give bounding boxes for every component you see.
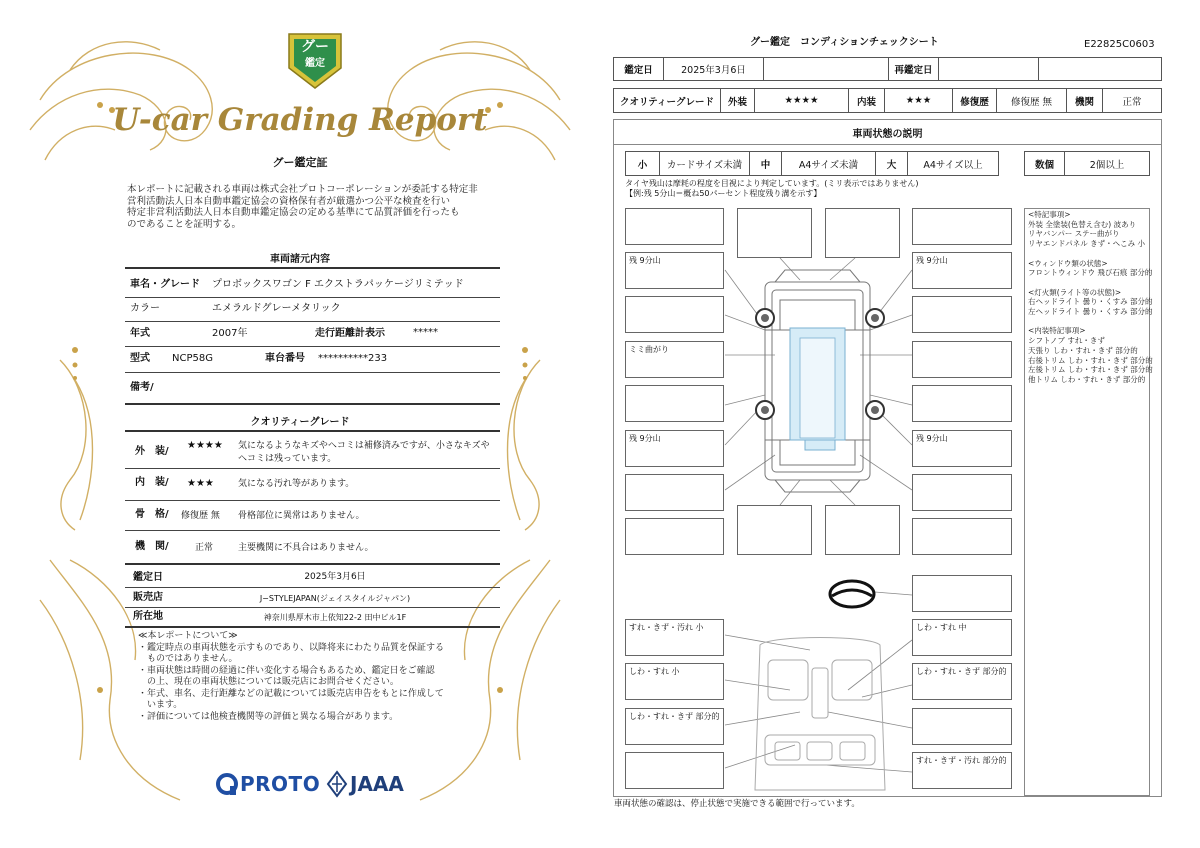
- frame-label: 骨 格/: [135, 509, 169, 520]
- about-line: ・車両状態は時間の経過に伴い変化する場合もあるため、鑑定日をご確認: [138, 665, 435, 676]
- about-line: ・鑑定時点の車両状態を示すものであり、以降将来にわたり品質を保証する: [138, 642, 445, 653]
- grade-title: クオリティーグレード: [250, 417, 350, 428]
- tire-note: タイヤ残山は摩耗の程度を目視により判定しています。(ミリ表示ではありません): [625, 179, 919, 188]
- condition-box: [912, 385, 1012, 422]
- chassis-label: 車台番号: [265, 353, 305, 364]
- condition-box: 残 9分山: [912, 252, 1012, 289]
- condition-box: すれ・きず・汚れ 小: [625, 619, 724, 656]
- condition-box: 残 9分山: [625, 252, 724, 289]
- divider: [125, 500, 500, 501]
- legend-small-desc: カードサイズ未満: [660, 152, 750, 175]
- count-label: 数個: [1025, 152, 1065, 175]
- ext-label: 外装: [721, 89, 755, 112]
- note-line: 外装 全塗装(色替え含む) 波あり: [1028, 219, 1137, 229]
- addr-label: 所在地: [133, 611, 163, 622]
- proto-logo-text: PROTO: [240, 772, 321, 796]
- intro-line: 特定非営利活動法人日本自動車鑑定協会の定める基準にて品質評価を行ったも: [127, 207, 460, 218]
- note-line: 他トリム しわ・すれ・きず 部分的: [1028, 374, 1146, 384]
- condition-box: ミミ曲がり: [625, 341, 724, 378]
- note-line: 右後トリム しわ・すれ・きず 部分的: [1028, 355, 1153, 365]
- condition-check-sheet: [600, 0, 1200, 848]
- mileage-value: *****: [413, 327, 438, 338]
- engine-value: 正常: [1122, 96, 1142, 108]
- specs-title: 車両諸元内容: [270, 254, 330, 265]
- divider: [125, 346, 500, 347]
- condition-box: しわ・すれ 中: [912, 619, 1012, 656]
- name-label: 車名・グレード: [130, 279, 200, 290]
- divider: [125, 626, 500, 628]
- note-line: <灯火類(ライト等の状態)>: [1028, 287, 1122, 297]
- ext-stars: ★★★★: [755, 89, 849, 112]
- exterior-label: 外 装/: [135, 446, 169, 457]
- condition-box: しわ・すれ 小: [625, 663, 724, 700]
- condition-box: [825, 208, 900, 258]
- model-label: 型式: [130, 353, 150, 364]
- name-value: プロボックスワゴン F エクストラパッケージリミテッド: [212, 279, 464, 290]
- note-line: 左ヘッドライト 曇り・くすみ 部分的: [1028, 307, 1153, 316]
- note-line: リヤバンパー ステー曲がり: [1028, 229, 1120, 239]
- condition-box: [912, 518, 1012, 555]
- note-line: <内装特記事項>: [1028, 326, 1086, 336]
- condition-box: [737, 505, 812, 555]
- chassis-value: **********233: [318, 353, 388, 364]
- legend-mid-desc: A4サイズ未満: [782, 152, 876, 175]
- shop-label: 販売店: [133, 592, 163, 603]
- condition-box: しわ・すれ・きず 部分的: [625, 708, 724, 745]
- condition-box: [625, 474, 724, 511]
- redate-label: 再鑑定日: [889, 58, 939, 80]
- repair-label: 修復歴: [953, 89, 997, 112]
- interior-desc: 気になる汚れ等があります。: [238, 479, 355, 489]
- divider: [125, 321, 500, 322]
- divider: [125, 403, 500, 405]
- count-value: 2個以上: [1089, 159, 1125, 171]
- int-stars: ★★★: [885, 89, 953, 112]
- frame-desc: 骨格部位に異常はありません。: [238, 511, 365, 521]
- interior-label: 内 装/: [135, 477, 169, 488]
- legend-small: 小: [626, 152, 660, 175]
- exterior-desc: 気になるようなキズやヘコミは補修済みですが、小さなキズや: [238, 441, 490, 451]
- engine-desc: 主要機関に不具合はありません。: [238, 543, 374, 553]
- condition-box: 残 9分山: [625, 430, 724, 467]
- intro-paragraph: [127, 184, 478, 230]
- divider: [125, 468, 500, 469]
- year-value: 2007年: [212, 328, 248, 339]
- note-line: リヤエンドパネル きず・へこみ 小: [1028, 239, 1145, 249]
- legend-mid: 中: [750, 152, 782, 175]
- addr-value: 神奈川県厚木市上依知22-2 田中ビル1F: [263, 613, 407, 622]
- intro-line: 本レポートに記載される車両は株式会社プロトコーポレーションが委託する特定非: [127, 184, 478, 195]
- about-line: ・年式、車名、走行距離などの記載については販売店申告をもとに作成して: [138, 688, 444, 699]
- condition-box: [912, 208, 1012, 245]
- steering-wheel-icon: [830, 581, 874, 607]
- condition-box: [912, 474, 1012, 511]
- note-line: <ウィンドウ類の状態>: [1028, 258, 1108, 268]
- year-label: 年式: [130, 328, 150, 339]
- sheet-title: グー鑑定 コンディションチェックシート: [750, 37, 939, 48]
- exterior-stars: ★★★★: [187, 440, 223, 451]
- note-line: 右ヘッドライト 曇り・くすみ 部分的: [1028, 297, 1153, 307]
- note-line: 天張り しわ・すれ・きず 部分的: [1028, 345, 1138, 355]
- about-title: ≪本レポートについて≫: [138, 631, 238, 641]
- state-title: 車両状態の説明: [852, 129, 923, 140]
- condition-box: [625, 385, 724, 422]
- divider: [125, 267, 500, 269]
- mileage-label: 走行距離計表示: [315, 328, 385, 339]
- divider: [125, 563, 500, 565]
- intro-line: 営利活動法人日本自動車鑑定協会の資格保有者が厳選かつ公平な検査を行い: [127, 195, 451, 207]
- condition-box: [912, 575, 1012, 612]
- model-value: NCP58G: [172, 353, 213, 364]
- report-title: U-car Grading Report: [112, 102, 488, 138]
- about-line: の上、現在の車両状態については販売店にお問合せください。: [138, 677, 399, 687]
- about-line: ・評価については他検査機関等の評価と異なる場合があります。: [138, 711, 399, 722]
- note-line: <特記事項>: [1028, 210, 1071, 219]
- condition-box: すれ・きず・汚れ 部分的: [912, 752, 1012, 789]
- color-value: エメラルドグレーメタリック: [212, 303, 341, 314]
- engine-label: 機関: [1067, 89, 1103, 112]
- divider: [125, 372, 500, 373]
- about-line: ものではありません。: [138, 654, 238, 664]
- tire-example: 【例:残 5分山＝概ね50パーセント程度残り溝を示す】: [625, 189, 822, 198]
- frame-value: 修復歴 無: [181, 511, 220, 521]
- divider: [125, 530, 500, 531]
- legend-large: 大: [876, 152, 908, 175]
- interior-stars: ★★★: [187, 478, 214, 489]
- condition-box: [912, 341, 1012, 378]
- divider: [125, 430, 500, 432]
- condition-box: 残 9分山: [912, 430, 1012, 467]
- note-line: フロントウィンドウ 飛び石痕 部分的: [1028, 268, 1153, 278]
- condition-box: [625, 518, 724, 555]
- date-value: 2025年3月6日: [304, 572, 366, 582]
- condition-box: [737, 208, 812, 258]
- condition-box: [625, 752, 724, 789]
- about-section: [138, 631, 444, 723]
- proto-logo-icon: [215, 773, 239, 797]
- divider: [125, 297, 500, 298]
- doc-id: E22825C0603: [1084, 39, 1155, 50]
- jaaa-logo-text: JAAA: [350, 772, 404, 796]
- date-label: 鑑定日: [614, 58, 664, 80]
- remarks-label: 備考/: [130, 382, 154, 393]
- engine-value: 正常: [195, 543, 214, 553]
- about-line: います。: [138, 700, 183, 710]
- badge-top-text: グー: [301, 39, 329, 55]
- condition-box: [625, 208, 724, 245]
- date-label: 鑑定日: [133, 572, 163, 583]
- repair-value: 修復歴 無: [997, 89, 1067, 112]
- cert-title: グー鑑定証: [272, 156, 328, 169]
- intro-line: のであることを証明する。: [127, 218, 242, 230]
- footer-note: 車両状態の確認は、停止状態で実施できる範囲で行っています。: [614, 799, 860, 809]
- shop-value: J−STYLEJAPAN(ジェイスタイルジャパン): [259, 594, 411, 603]
- condition-box: しわ・すれ・きず 部分的: [912, 663, 1012, 700]
- jaaa-logo-icon: [326, 770, 348, 798]
- condition-box: [912, 708, 1012, 745]
- exterior-desc-2: ヘコミは残っています。: [238, 454, 337, 464]
- quality-label: クオリティーグレード: [614, 89, 721, 112]
- engine-label: 機 関/: [135, 541, 169, 552]
- note-line: シフトノブ すれ・きず: [1028, 336, 1105, 346]
- badge-bottom-text: 鑑定: [305, 58, 325, 69]
- divider: [125, 607, 500, 608]
- date-value: 2025年3月6日: [664, 58, 764, 80]
- int-label: 内装: [849, 89, 885, 112]
- condition-box: [625, 296, 724, 333]
- color-label: カラー: [130, 303, 160, 314]
- condition-box: [825, 505, 900, 555]
- car-interior-view: [755, 638, 885, 791]
- legend-large-desc: A4サイズ以上: [923, 159, 983, 171]
- condition-box: [912, 296, 1012, 333]
- note-line: 左後トリム しわ・すれ・きず 部分的: [1028, 365, 1153, 375]
- divider: [125, 587, 500, 588]
